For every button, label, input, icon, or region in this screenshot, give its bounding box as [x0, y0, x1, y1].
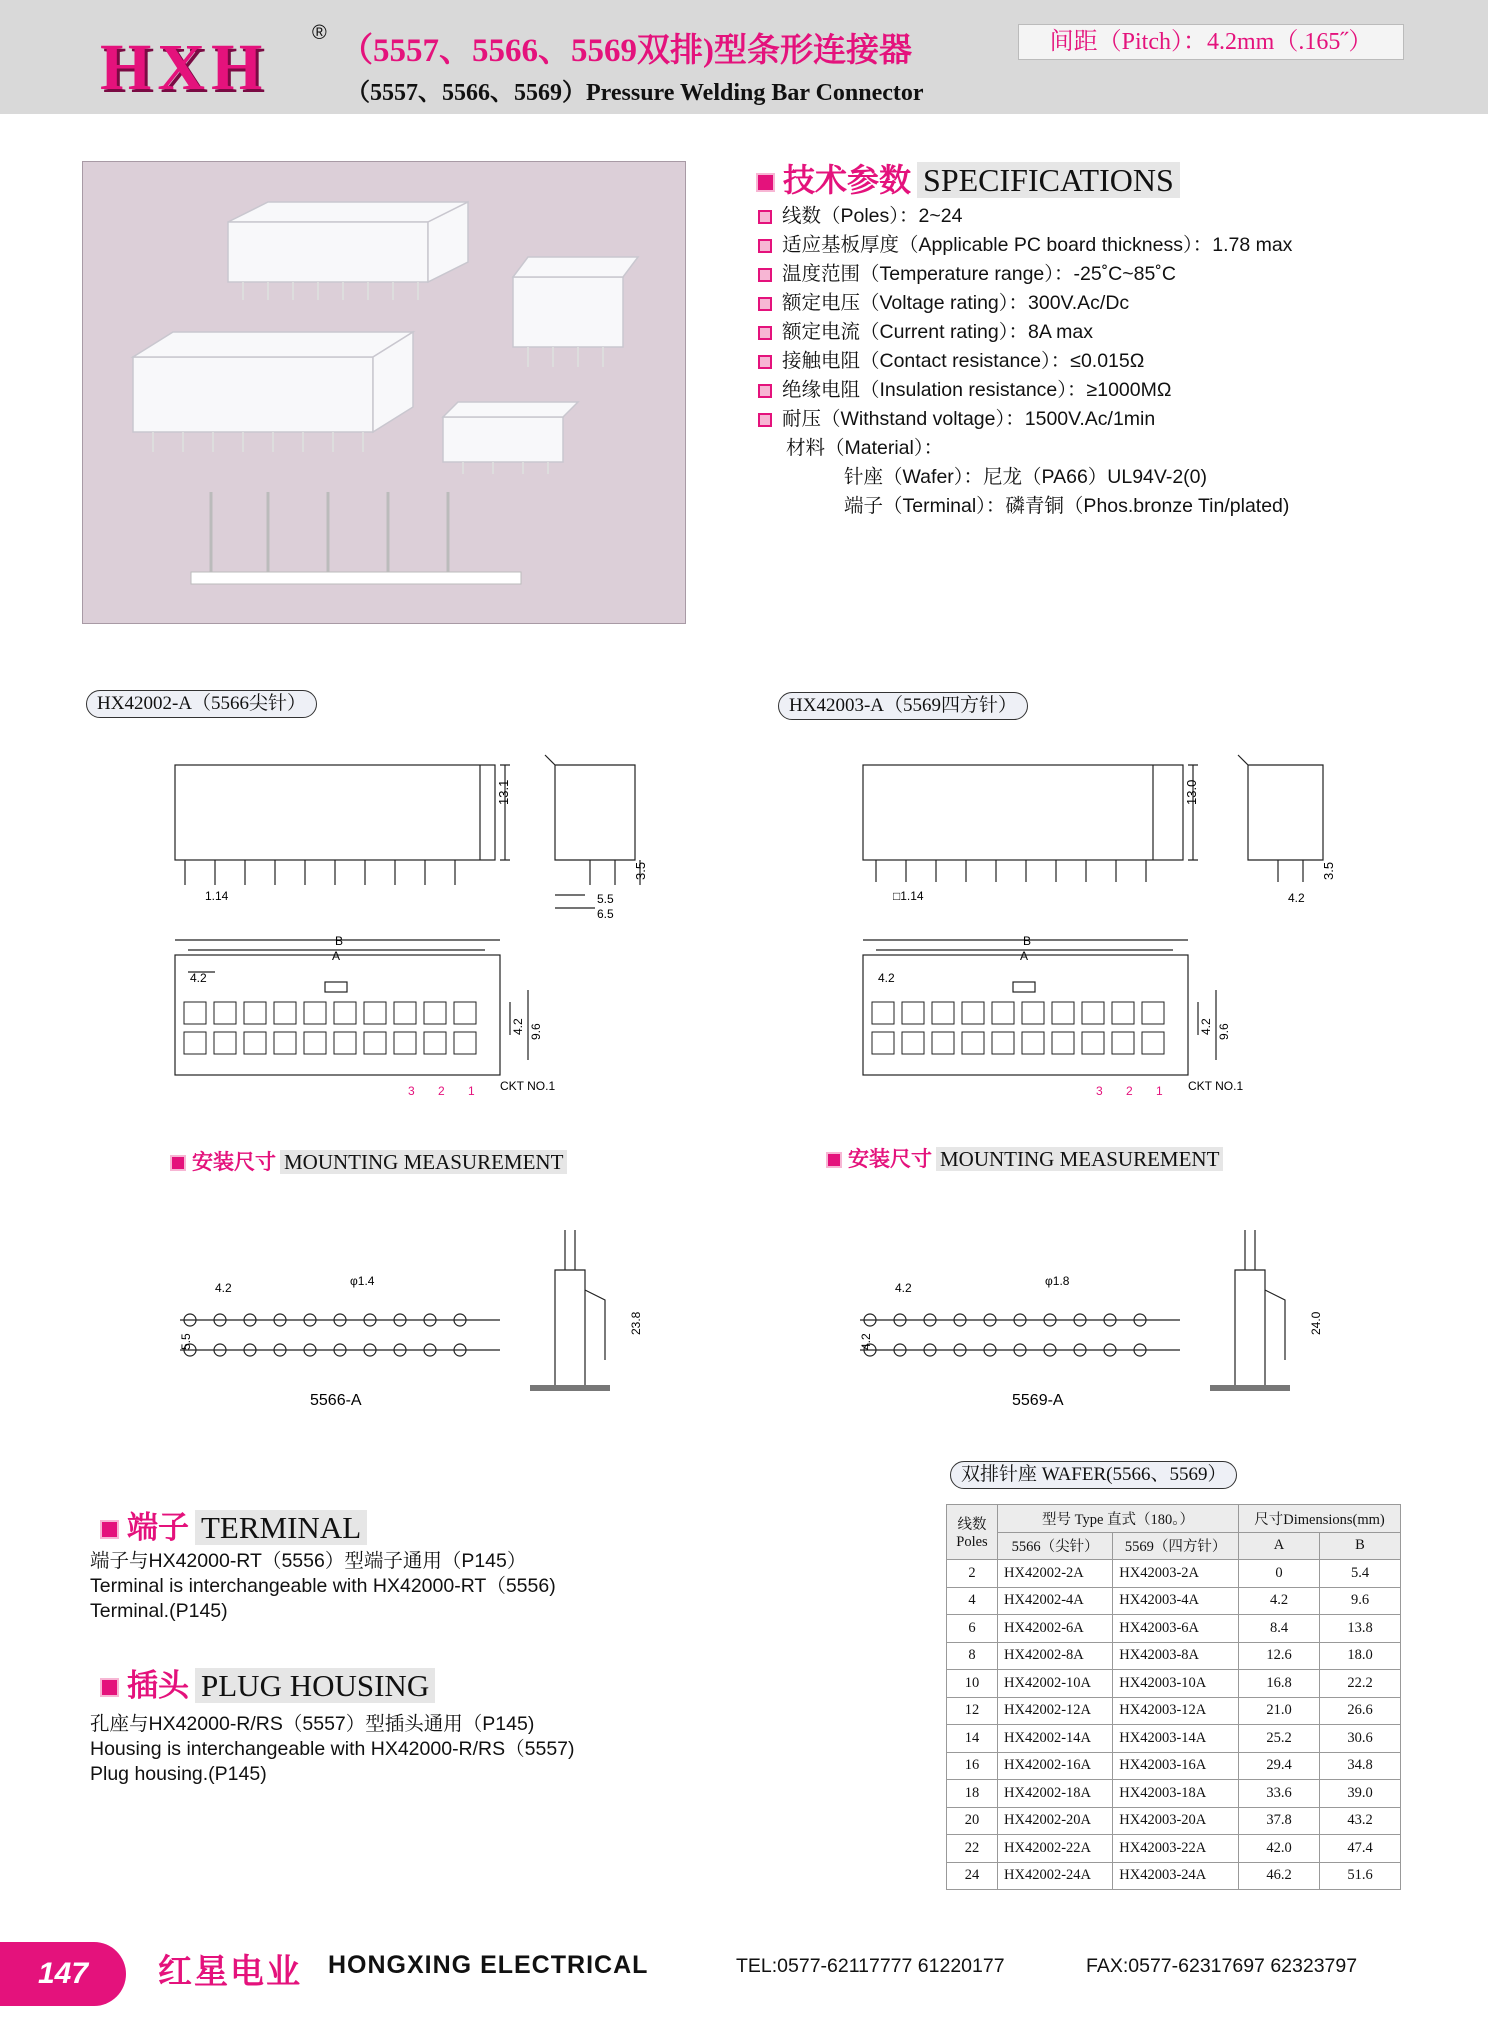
- spec-item: 适应基板厚度（Applicable PC board thickness）：1.78 max: [758, 231, 1292, 260]
- dim-depth: 9.6: [529, 1023, 543, 1040]
- pin-cavity: [1142, 1032, 1164, 1054]
- table-cell: HX42002-18A: [998, 1780, 1113, 1808]
- table-cell: HX42003-6A: [1113, 1615, 1239, 1643]
- pin-cavity: [214, 1032, 236, 1054]
- table-cell: 16.8: [1239, 1670, 1320, 1698]
- product-photo: [82, 161, 686, 624]
- dim-row: 5.5: [179, 1333, 193, 1350]
- header-poles: 线数 Poles: [947, 1505, 998, 1560]
- dim-row: 4.2: [1199, 1018, 1213, 1035]
- pin-cavity: [274, 1032, 296, 1054]
- title-chinese: （5557、5566、5569双排)型条形连接器: [340, 33, 912, 69]
- table-row: [947, 1615, 1401, 1643]
- pin-cavity: [454, 1002, 476, 1024]
- pin-cavity: [274, 1002, 296, 1024]
- pin-cavity: [394, 1002, 416, 1024]
- plug-housing-notes: 孔座与HX42000-R/RS（5557）型插头通用（P145) Housing is interchangeable with HX42000-R/RS（5557) Plug housing.(P145): [90, 1713, 575, 1785]
- dim-pitch: 4.2: [878, 971, 895, 985]
- circuit-number: 1: [468, 1084, 475, 1098]
- pin-cavity: [932, 1032, 954, 1054]
- table-cell: 51.6: [1320, 1862, 1401, 1890]
- mounting-heading-left: 安装尺寸 MOUNTING MEASUREMENT: [170, 1146, 567, 1176]
- table-cell: 22: [947, 1835, 998, 1863]
- registered-mark: ®: [312, 22, 327, 44]
- pitch-badge: 间距（Pitch）：4.2mm（.165˝）: [1018, 24, 1404, 60]
- dim-height: 13.1: [496, 779, 511, 805]
- table-row: [947, 1807, 1401, 1835]
- dim-pin-length: 3.5: [1321, 861, 1336, 880]
- spec-item: 额定电流（Current rating）：8A max: [758, 318, 1292, 347]
- mounting-drawing-5566: [170, 1220, 670, 1420]
- model-label: 5566-A: [310, 1392, 362, 1409]
- wafer-table: [946, 1504, 1401, 1890]
- dim-b: B: [1023, 934, 1032, 948]
- page-number: 147: [0, 1942, 126, 2006]
- pin-cavity: [1142, 1002, 1164, 1024]
- telephone: TEL:0577-62117777 61220177: [736, 1955, 1005, 1977]
- table-cell: HX42003-2A: [1113, 1560, 1239, 1588]
- spec-item: 线数（Poles）：2~24: [758, 202, 1292, 231]
- table-row: [947, 1587, 1401, 1615]
- table-cell: HX42003-20A: [1113, 1807, 1239, 1835]
- table-cell: 42.0: [1239, 1835, 1320, 1863]
- pin-cavity: [424, 1002, 446, 1024]
- dim-pitch: 4.2: [215, 1281, 232, 1295]
- bullet-square-icon: [100, 1520, 119, 1539]
- pin-cavity: [992, 1002, 1014, 1024]
- table-cell: 25.2: [1239, 1725, 1320, 1753]
- table-cell: HX42003-8A: [1113, 1642, 1239, 1670]
- header-a: A: [1239, 1532, 1320, 1560]
- table-cell: 14: [947, 1725, 998, 1753]
- table-cell: 0: [1239, 1560, 1320, 1588]
- table-cell: HX42003-10A: [1113, 1670, 1239, 1698]
- header-b: B: [1320, 1532, 1401, 1560]
- header-dimensions: 尺寸Dimensions(mm): [1239, 1505, 1401, 1533]
- table-cell: HX42003-4A: [1113, 1587, 1239, 1615]
- spec-material-label: 材料（Material）：: [786, 437, 944, 459]
- table-row: [947, 1835, 1401, 1863]
- table-cell: HX42003-24A: [1113, 1862, 1239, 1890]
- model-tag-5569: HX42003-A（5569四方针）: [778, 692, 1028, 720]
- bullet-square-icon: [826, 1152, 842, 1168]
- circuit-number: 1: [1156, 1084, 1163, 1098]
- table-cell: 8: [947, 1642, 998, 1670]
- pin-cavity: [872, 1032, 894, 1054]
- table-cell: 37.8: [1239, 1807, 1320, 1835]
- table-cell: 20: [947, 1807, 998, 1835]
- table-cell: HX42003-18A: [1113, 1780, 1239, 1808]
- dim-height: 13.0: [1184, 779, 1199, 805]
- table-cell: 30.6: [1320, 1725, 1401, 1753]
- table-cell: HX42002-24A: [998, 1862, 1113, 1890]
- dim-side: 4.2: [1288, 891, 1305, 905]
- bullet-square-icon: [756, 173, 775, 192]
- brand-chinese: 红星电业: [158, 1953, 302, 1991]
- wafer-table-tag: 双排针座 WAFER(5566、5569）: [950, 1461, 1237, 1489]
- table-cell: 39.0: [1320, 1780, 1401, 1808]
- pin-cavity: [1112, 1002, 1134, 1024]
- pin-cavity: [394, 1032, 416, 1054]
- dim-side-2: 6.5: [597, 907, 614, 921]
- table-cell: HX42002-10A: [998, 1670, 1113, 1698]
- mounting-drawing-5569: [850, 1220, 1350, 1420]
- table-cell: 24: [947, 1862, 998, 1890]
- circuit-number: 2: [438, 1084, 445, 1098]
- dim-pitch: 4.2: [190, 971, 207, 985]
- header-5569: 5569（四方针）: [1113, 1532, 1239, 1560]
- table-cell: HX42003-12A: [1113, 1697, 1239, 1725]
- pin-cavity: [902, 1002, 924, 1024]
- table-cell: 33.6: [1239, 1780, 1320, 1808]
- pin-cavity: [1082, 1032, 1104, 1054]
- pin-cavity: [214, 1002, 236, 1024]
- header-type: 型号 Type 直式（180。）: [998, 1505, 1239, 1533]
- table-row: [947, 1560, 1401, 1588]
- table-cell: HX42002-2A: [998, 1560, 1113, 1588]
- ckt-label: CKT NO.1: [500, 1079, 556, 1093]
- circuit-number: 3: [408, 1084, 415, 1098]
- dim-a: A: [1020, 949, 1029, 963]
- table-cell: HX42003-16A: [1113, 1752, 1239, 1780]
- fax: FAX:0577-62317697 62323797: [1086, 1955, 1358, 1977]
- table-cell: 9.6: [1320, 1587, 1401, 1615]
- table-cell: 12: [947, 1697, 998, 1725]
- spec-item: 温度范围（Temperature range）：-25˚C~85˚C: [758, 260, 1292, 289]
- table-cell: 16: [947, 1752, 998, 1780]
- table-cell: 5.4: [1320, 1560, 1401, 1588]
- plug-housing-heading: 插头 PLUG HOUSING: [100, 1660, 435, 1705]
- model-label: 5569-A: [1012, 1392, 1064, 1409]
- dim-pin-length: 3.5: [633, 861, 648, 880]
- pin-cavity: [1052, 1002, 1074, 1024]
- table-cell: HX42002-12A: [998, 1697, 1113, 1725]
- table-row: [947, 1642, 1401, 1670]
- pin-cavity: [1052, 1032, 1074, 1054]
- table-cell: 2: [947, 1560, 998, 1588]
- pin-cavity: [364, 1032, 386, 1054]
- table-cell: HX42002-8A: [998, 1642, 1113, 1670]
- table-row: [947, 1780, 1401, 1808]
- table-cell: 34.8: [1320, 1752, 1401, 1780]
- brand-logo: HXH: [100, 31, 269, 104]
- drawing-5566-views: [160, 750, 680, 1110]
- table-cell: 12.6: [1239, 1642, 1320, 1670]
- pin-cavity: [962, 1002, 984, 1024]
- table-cell: HX42003-22A: [1113, 1835, 1239, 1863]
- table-cell: 22.2: [1320, 1670, 1401, 1698]
- dim-row: 4.2: [511, 1018, 525, 1035]
- pin-cavity: [184, 1032, 206, 1054]
- spec-item: 接触电阻（Contact resistance）：≤0.015Ω: [758, 347, 1292, 376]
- dim-hole: φ1.8: [1045, 1274, 1070, 1288]
- pin-cavity: [932, 1002, 954, 1024]
- table-cell: 21.0: [1239, 1697, 1320, 1725]
- table-row: [947, 1670, 1401, 1698]
- dim-total: 24.0: [1309, 1311, 1323, 1335]
- table-cell: 13.8: [1320, 1615, 1401, 1643]
- pin-cavity: [1022, 1032, 1044, 1054]
- table-cell: 4: [947, 1587, 998, 1615]
- mounting-heading-right: 安装尺寸 MOUNTING MEASUREMENT: [826, 1143, 1223, 1173]
- table-cell: 29.4: [1239, 1752, 1320, 1780]
- bullet-square-icon: [170, 1155, 186, 1171]
- spec-item: 耐压（Withstand voltage）：1500V.Ac/1min: [758, 405, 1292, 434]
- pin-cavity: [244, 1002, 266, 1024]
- pin-cavity: [962, 1032, 984, 1054]
- dim-pin-width: □1.14: [893, 889, 924, 903]
- brand-english: HONGXING ELECTRICAL: [328, 1951, 649, 1979]
- terminal-heading: 端子 TERMINAL: [100, 1502, 367, 1547]
- table-cell: 43.2: [1320, 1807, 1401, 1835]
- pin-cavity: [244, 1032, 266, 1054]
- table-cell: 47.4: [1320, 1835, 1401, 1863]
- spec-item: 额定电压（Voltage rating）：300V.Ac/Dc: [758, 289, 1292, 318]
- dim-pitch: 4.2: [895, 1281, 912, 1295]
- table-cell: 6: [947, 1615, 998, 1643]
- dim-hole: φ1.4: [350, 1274, 375, 1288]
- title-english: （5557、5566、5569）Pressure Welding Bar Connector: [346, 80, 924, 106]
- pin-cavity: [364, 1002, 386, 1024]
- header-5566: 5566（尖针）: [998, 1532, 1113, 1560]
- pin-cavity: [902, 1032, 924, 1054]
- table-cell: HX42003-14A: [1113, 1725, 1239, 1753]
- pin-cavity: [304, 1032, 326, 1054]
- table-cell: HX42002-14A: [998, 1725, 1113, 1753]
- terminal-notes: 端子与HX42000-RT（5556）型端子通用（P145） Terminal is interchangeable with HX42000-RT（5556) Terminal.(P145): [90, 1550, 556, 1622]
- table-cell: 46.2: [1239, 1862, 1320, 1890]
- table-cell: 10: [947, 1670, 998, 1698]
- pin-cavity: [184, 1002, 206, 1024]
- pin-cavity: [1082, 1002, 1104, 1024]
- dim-depth: 9.6: [1217, 1023, 1231, 1040]
- pin-cavity: [334, 1032, 356, 1054]
- table-cell: HX42002-6A: [998, 1615, 1113, 1643]
- ckt-label: CKT NO.1: [1188, 1079, 1244, 1093]
- table-cell: 26.6: [1320, 1697, 1401, 1725]
- table-row: [947, 1862, 1401, 1890]
- table-row: [947, 1697, 1401, 1725]
- table-cell: 18.0: [1320, 1642, 1401, 1670]
- table-cell: HX42002-20A: [998, 1807, 1113, 1835]
- pin-cavity: [992, 1032, 1014, 1054]
- table-row: [947, 1752, 1401, 1780]
- table-cell: HX42002-4A: [998, 1587, 1113, 1615]
- spec-terminal: 端子（Terminal）：磷青铜（Phos.bronze Tin/plated): [844, 495, 1290, 517]
- dim-a: A: [332, 949, 341, 963]
- pin-cavity: [1022, 1002, 1044, 1024]
- model-tag-5566: HX42002-A（5566尖针）: [86, 690, 317, 718]
- specifications-heading: 技术参数 SPECIFICATIONS: [756, 155, 1180, 201]
- table-cell: 18: [947, 1780, 998, 1808]
- table-cell: 8.4: [1239, 1615, 1320, 1643]
- spec-wafer: 针座（Wafer）：尼龙（PA66）UL94V-2(0): [844, 466, 1208, 488]
- circuit-number: 2: [1126, 1084, 1133, 1098]
- pin-cavity: [872, 1002, 894, 1024]
- bullet-square-icon: [100, 1678, 119, 1697]
- pin-cavity: [424, 1032, 446, 1054]
- dim-side-1: 5.5: [597, 892, 614, 906]
- table-cell: HX42002-16A: [998, 1752, 1113, 1780]
- drawing-5569-views: [848, 750, 1368, 1110]
- pin-cavity: [454, 1032, 476, 1054]
- table-cell: HX42002-22A: [998, 1835, 1113, 1863]
- pin-cavity: [334, 1002, 356, 1024]
- circuit-number: 3: [1096, 1084, 1103, 1098]
- table-cell: 4.2: [1239, 1587, 1320, 1615]
- table-row: [947, 1725, 1401, 1753]
- pin-cavity: [1112, 1032, 1134, 1054]
- specifications-list: [758, 202, 1292, 521]
- dim-pin-width: 1.14: [205, 889, 229, 903]
- dim-b: B: [335, 934, 344, 948]
- dim-row: 4.2: [859, 1333, 873, 1350]
- dim-total: 23.8: [629, 1311, 643, 1335]
- spec-item: 绝缘电阻（Insulation resistance）：≥1000MΩ: [758, 376, 1292, 405]
- pin-cavity: [304, 1002, 326, 1024]
